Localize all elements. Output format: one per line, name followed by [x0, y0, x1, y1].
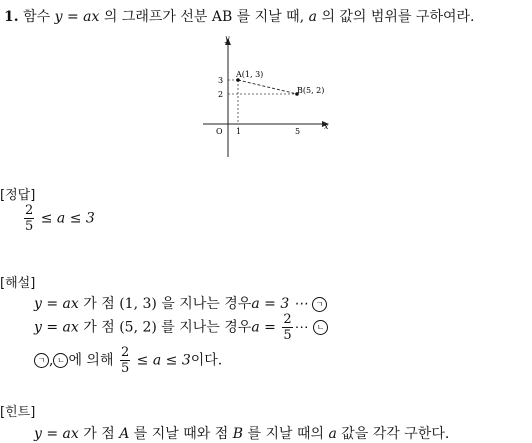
solution-line-1-value: a = 3 ⋯ [251, 296, 308, 312]
problem-equation: y = ax [54, 9, 100, 25]
solution-line-3-text: 에 의해 [68, 352, 114, 369]
answer-fraction-denominator: 5 [25, 219, 34, 234]
point-b-label: B(5, 2) [297, 86, 325, 95]
problem-variable-a: a [308, 9, 317, 25]
circled-nieun-icon: ㄴ [53, 353, 68, 368]
solution-line-2-equation: y = ax [34, 319, 79, 336]
solution-line-3-numerator: 2 [120, 345, 130, 360]
hint-point-b: B [232, 426, 244, 442]
answer-heading: [정답] [0, 188, 36, 203]
solution-line-3-inequality: ≤ a ≤ 3 [136, 352, 191, 369]
solution-line-3-separator: , [49, 352, 54, 369]
solution-line-1 [34, 293, 327, 313]
solution-line-2-denominator: 5 [283, 328, 292, 343]
solution-line-2-numerator: 2 [283, 312, 292, 327]
hint-variable-a: a [328, 426, 337, 442]
hint-text-1: 가 점 [83, 426, 115, 442]
origin-label: O [216, 127, 223, 136]
problem-number: 1. [4, 9, 19, 25]
hint-equation: y = ax [34, 426, 79, 442]
hint-line [34, 423, 449, 443]
solution-line-2-fraction [282, 313, 292, 342]
solution-line-3-denominator: 5 [120, 361, 130, 376]
solution-line-3-fraction [120, 346, 130, 375]
circled-giyeok-icon: ㄱ [312, 297, 327, 312]
problem-text-2: 의 그래프가 선분 AB 를 지날 때, [103, 9, 305, 25]
answer-inequality: ≤ a ≤ 3 [40, 210, 95, 227]
hint-point-a: A [119, 426, 130, 442]
hint-text-4: 값을 각각 구한다. [341, 426, 450, 442]
point-a-label: A(1, 3) [236, 70, 264, 79]
circled-nieun-icon: ㄴ [313, 320, 328, 335]
y-axis-label: y [225, 34, 230, 43]
solution-line-2 [34, 313, 328, 342]
problem-statement [4, 6, 474, 26]
problem-text-3: 의 값의 범위를 구하여라. [321, 9, 475, 25]
y-tick-3: 3 [218, 76, 224, 85]
y-tick-2: 2 [218, 90, 224, 99]
solution-line-1-text: 가 점 (1, 3) 을 지나는 경우 [83, 296, 252, 312]
circled-giyeok-icon: ㄱ [34, 353, 49, 368]
solution-heading: [해설] [0, 276, 36, 291]
x-tick-1: 1 [236, 127, 242, 136]
segment-ab [238, 80, 297, 94]
x-axis-label: x [324, 122, 329, 131]
answer-expression [22, 204, 95, 233]
solution-line-1-equation: y = ax [34, 296, 79, 312]
x-tick-5: 5 [295, 127, 301, 136]
hint-text-2: 를 지날 때와 점 [133, 426, 229, 442]
solution-line-2-text: 가 점 (5, 2) 를 지나는 경우 [83, 319, 252, 336]
hint-heading: [힌트] [0, 405, 36, 420]
solution-line-3-end: 이다. [190, 352, 223, 369]
answer-fraction-numerator: 2 [25, 203, 34, 218]
coordinate-graph [195, 30, 340, 160]
solution-line-2-dots: ⋯ [294, 319, 309, 336]
solution-line-3 [34, 346, 222, 375]
answer-fraction [24, 204, 34, 233]
hint-text-3: 를 지날 때의 [247, 426, 325, 442]
solution-line-2-value-prefix: a = [251, 319, 276, 336]
problem-text-1: 함수 [23, 9, 51, 25]
